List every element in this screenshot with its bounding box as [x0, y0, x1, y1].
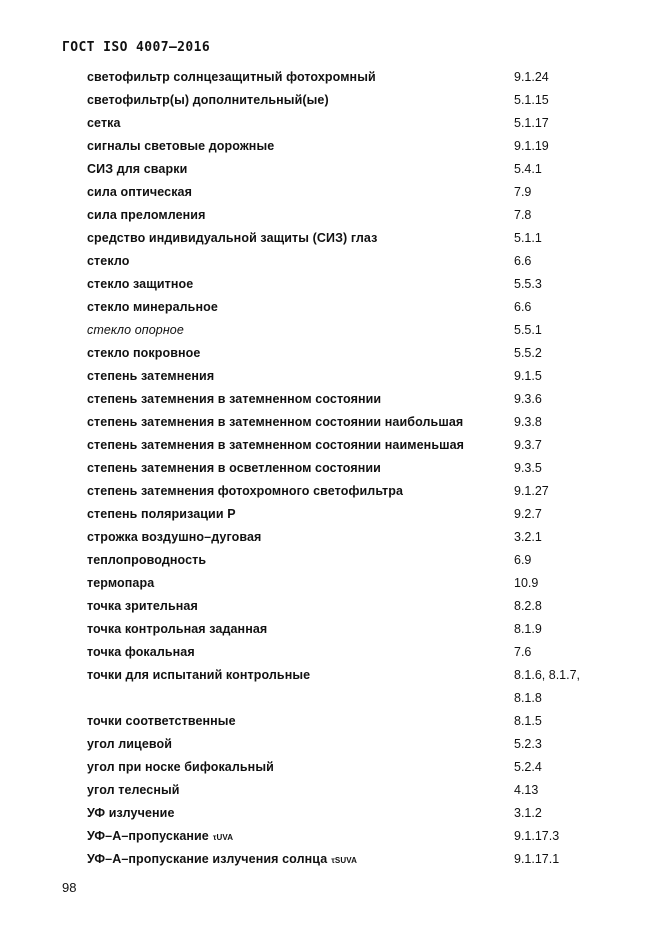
index-reference: 9.3.7 — [514, 438, 542, 452]
index-term-text: точки соответственные — [87, 714, 236, 728]
index-reference: 5.5.2 — [514, 346, 542, 360]
index-reference: 5.5.3 — [514, 277, 542, 291]
index-entry — [0, 572, 661, 595]
index-entry — [0, 112, 661, 135]
index-entry — [0, 135, 661, 158]
index-reference: 5.1.15 — [514, 93, 549, 107]
index-reference: 9.1.5 — [514, 369, 542, 383]
index-term-text: строжка воздушно–дуговая — [87, 530, 262, 544]
index-entry — [0, 388, 661, 411]
index-term — [87, 507, 236, 521]
index-term — [87, 829, 233, 843]
index-term-text: стекло опорное — [87, 323, 184, 337]
index-term — [87, 852, 357, 866]
index-term — [87, 392, 381, 406]
index-reference: 7.9 — [514, 185, 532, 199]
index-entry — [0, 503, 661, 526]
index-reference: 7.8 — [514, 208, 532, 222]
index-term — [87, 254, 129, 268]
index-entry — [0, 779, 661, 802]
index-term-symbol: τSUVA — [331, 856, 357, 865]
index-term-text: степень затемнения в затемненном состоянии наибольшая — [87, 415, 464, 429]
index-reference: 9.1.17.1 — [514, 852, 560, 866]
index-term — [87, 461, 381, 475]
index-entry — [0, 802, 661, 825]
index-reference: 3.2.1 — [514, 530, 542, 544]
index-term-text: степень затемнения в осветленном состоянии — [87, 461, 381, 475]
index-term-text: стекло покровное — [87, 346, 201, 360]
index-term-text: стекло — [87, 254, 130, 268]
index-entry — [0, 710, 661, 733]
index-reference: 8.2.8 — [514, 599, 542, 613]
index-entry — [0, 434, 661, 457]
index-term-text: стекло минеральное — [87, 300, 218, 314]
index-entry — [0, 526, 661, 549]
index-reference: 10.9 — [514, 576, 539, 590]
index-reference: 7.6 — [514, 645, 532, 659]
index-term — [87, 484, 403, 498]
index-term-text: степень поляризации P — [87, 507, 236, 521]
index-reference: 8.1.6, 8.1.7, — [514, 668, 581, 682]
index-entry — [0, 296, 661, 319]
index-term — [87, 599, 198, 613]
index-entry — [0, 457, 661, 480]
index-entry — [0, 480, 661, 503]
index-entry — [0, 549, 661, 572]
index-entry — [0, 319, 661, 342]
index-term-text: СИЗ для сварки — [87, 162, 188, 176]
index-term — [87, 300, 218, 314]
index-reference: 5.1.17 — [514, 116, 549, 130]
index-term — [87, 438, 464, 452]
index-term-text: степень затемнения — [87, 369, 215, 383]
index-term — [87, 162, 187, 176]
index-term-text: термопара — [87, 576, 155, 590]
index-term-text: теплопроводность — [87, 553, 207, 567]
index-term — [87, 668, 310, 682]
index-entry — [0, 595, 661, 618]
index-entry — [0, 756, 661, 779]
index-reference: 9.1.27 — [514, 484, 549, 498]
index-reference: 5.2.3 — [514, 737, 542, 751]
index-entry — [0, 618, 661, 641]
index-term — [87, 760, 274, 774]
index-entry — [0, 848, 661, 871]
index-term-text: сигналы световые дорожные — [87, 139, 275, 153]
index-entry — [0, 250, 661, 273]
index-term-text: средство индивидуальной защиты (СИЗ) глаз — [87, 231, 378, 245]
index-reference: 5.1.1 — [514, 231, 542, 245]
index-term — [87, 346, 200, 360]
index-term — [87, 714, 236, 728]
index-reference: 5.2.4 — [514, 760, 542, 774]
index-entry — [0, 342, 661, 365]
index-term-text: точка фокальная — [87, 645, 195, 659]
index-term-symbol: τUVA — [212, 833, 234, 842]
index-term — [87, 208, 206, 222]
index-term-text: стекло защитное — [87, 277, 194, 291]
page-header: ГОСТ ISO 4007–2016 — [62, 40, 211, 55]
index-entry — [0, 89, 661, 112]
index-reference: 8.1.8 — [514, 691, 542, 705]
index-term — [87, 645, 195, 659]
index-entry — [0, 733, 661, 756]
index-term-text: точка контрольная заданная — [87, 622, 268, 636]
index-term — [87, 369, 214, 383]
index-term — [87, 553, 206, 567]
index-entry — [0, 181, 661, 204]
index-reference: 9.3.8 — [514, 415, 542, 429]
index-entry — [0, 641, 661, 664]
index-term — [87, 116, 121, 130]
index-entry — [0, 204, 661, 227]
index-term — [87, 806, 175, 820]
index-entry — [0, 411, 661, 434]
index-reference: 4.13 — [514, 783, 539, 797]
index-list — [0, 66, 661, 871]
index-term-text: угол лицевой — [87, 737, 173, 751]
index-entry — [0, 158, 661, 181]
index-term-text: угол при носке бифокальный — [87, 760, 274, 774]
index-term-text: степень затемнения в затемненном состоянии наименьшая — [87, 438, 465, 452]
index-term — [87, 93, 329, 107]
index-term — [87, 530, 261, 544]
index-term — [87, 231, 377, 245]
index-term-text: угол телесный — [87, 783, 180, 797]
index-reference: 3.1.2 — [514, 806, 542, 820]
index-entry — [0, 825, 661, 848]
index-reference: 9.2.7 — [514, 507, 542, 521]
index-term-text: УФ–А–пропускание излучения солнца — [87, 852, 328, 866]
index-term-text: степень затемнения в затемненном состоянии — [87, 392, 382, 406]
index-reference: 5.4.1 — [514, 162, 542, 176]
index-term — [87, 783, 180, 797]
index-term-text: сила преломления — [87, 208, 206, 222]
index-reference: 9.1.19 — [514, 139, 549, 153]
index-reference: 6.9 — [514, 553, 532, 567]
index-term-text: светофильтр(ы) дополнительный(ые) — [87, 93, 329, 107]
index-term — [87, 622, 267, 636]
index-term-text: УФ–А–пропускание — [87, 829, 209, 843]
index-term — [87, 277, 193, 291]
index-term-text: степень затемнения фотохромного светофильтра — [87, 484, 404, 498]
index-reference: 6.6 — [514, 254, 532, 268]
index-term-text: точки для испытаний контрольные — [87, 668, 311, 682]
index-term — [87, 415, 463, 429]
index-entry — [0, 687, 661, 710]
index-entry — [0, 664, 661, 687]
index-term — [87, 323, 184, 337]
index-entry — [0, 365, 661, 388]
index-entry — [0, 227, 661, 250]
index-term-text: сетка — [87, 116, 121, 130]
index-reference: 9.1.17.3 — [514, 829, 560, 843]
index-term — [87, 576, 154, 590]
index-term-text: УФ излучение — [87, 806, 175, 820]
index-reference: 9.3.5 — [514, 461, 542, 475]
index-reference: 9.1.24 — [514, 70, 549, 84]
index-term-text: светофильтр солнцезащитный фотохромный — [87, 70, 376, 84]
index-term — [87, 737, 172, 751]
index-term — [87, 70, 376, 84]
index-term-text: точка зрительная — [87, 599, 198, 613]
index-term — [87, 139, 274, 153]
index-entry — [0, 273, 661, 296]
index-reference: 6.6 — [514, 300, 532, 314]
index-entry — [0, 66, 661, 89]
index-reference: 8.1.9 — [514, 622, 542, 636]
page-number: 98 — [62, 880, 77, 895]
index-reference: 9.3.6 — [514, 392, 542, 406]
index-term-text: сила оптическая — [87, 185, 192, 199]
index-term — [87, 185, 192, 199]
index-reference: 8.1.5 — [514, 714, 542, 728]
index-reference: 5.5.1 — [514, 323, 542, 337]
